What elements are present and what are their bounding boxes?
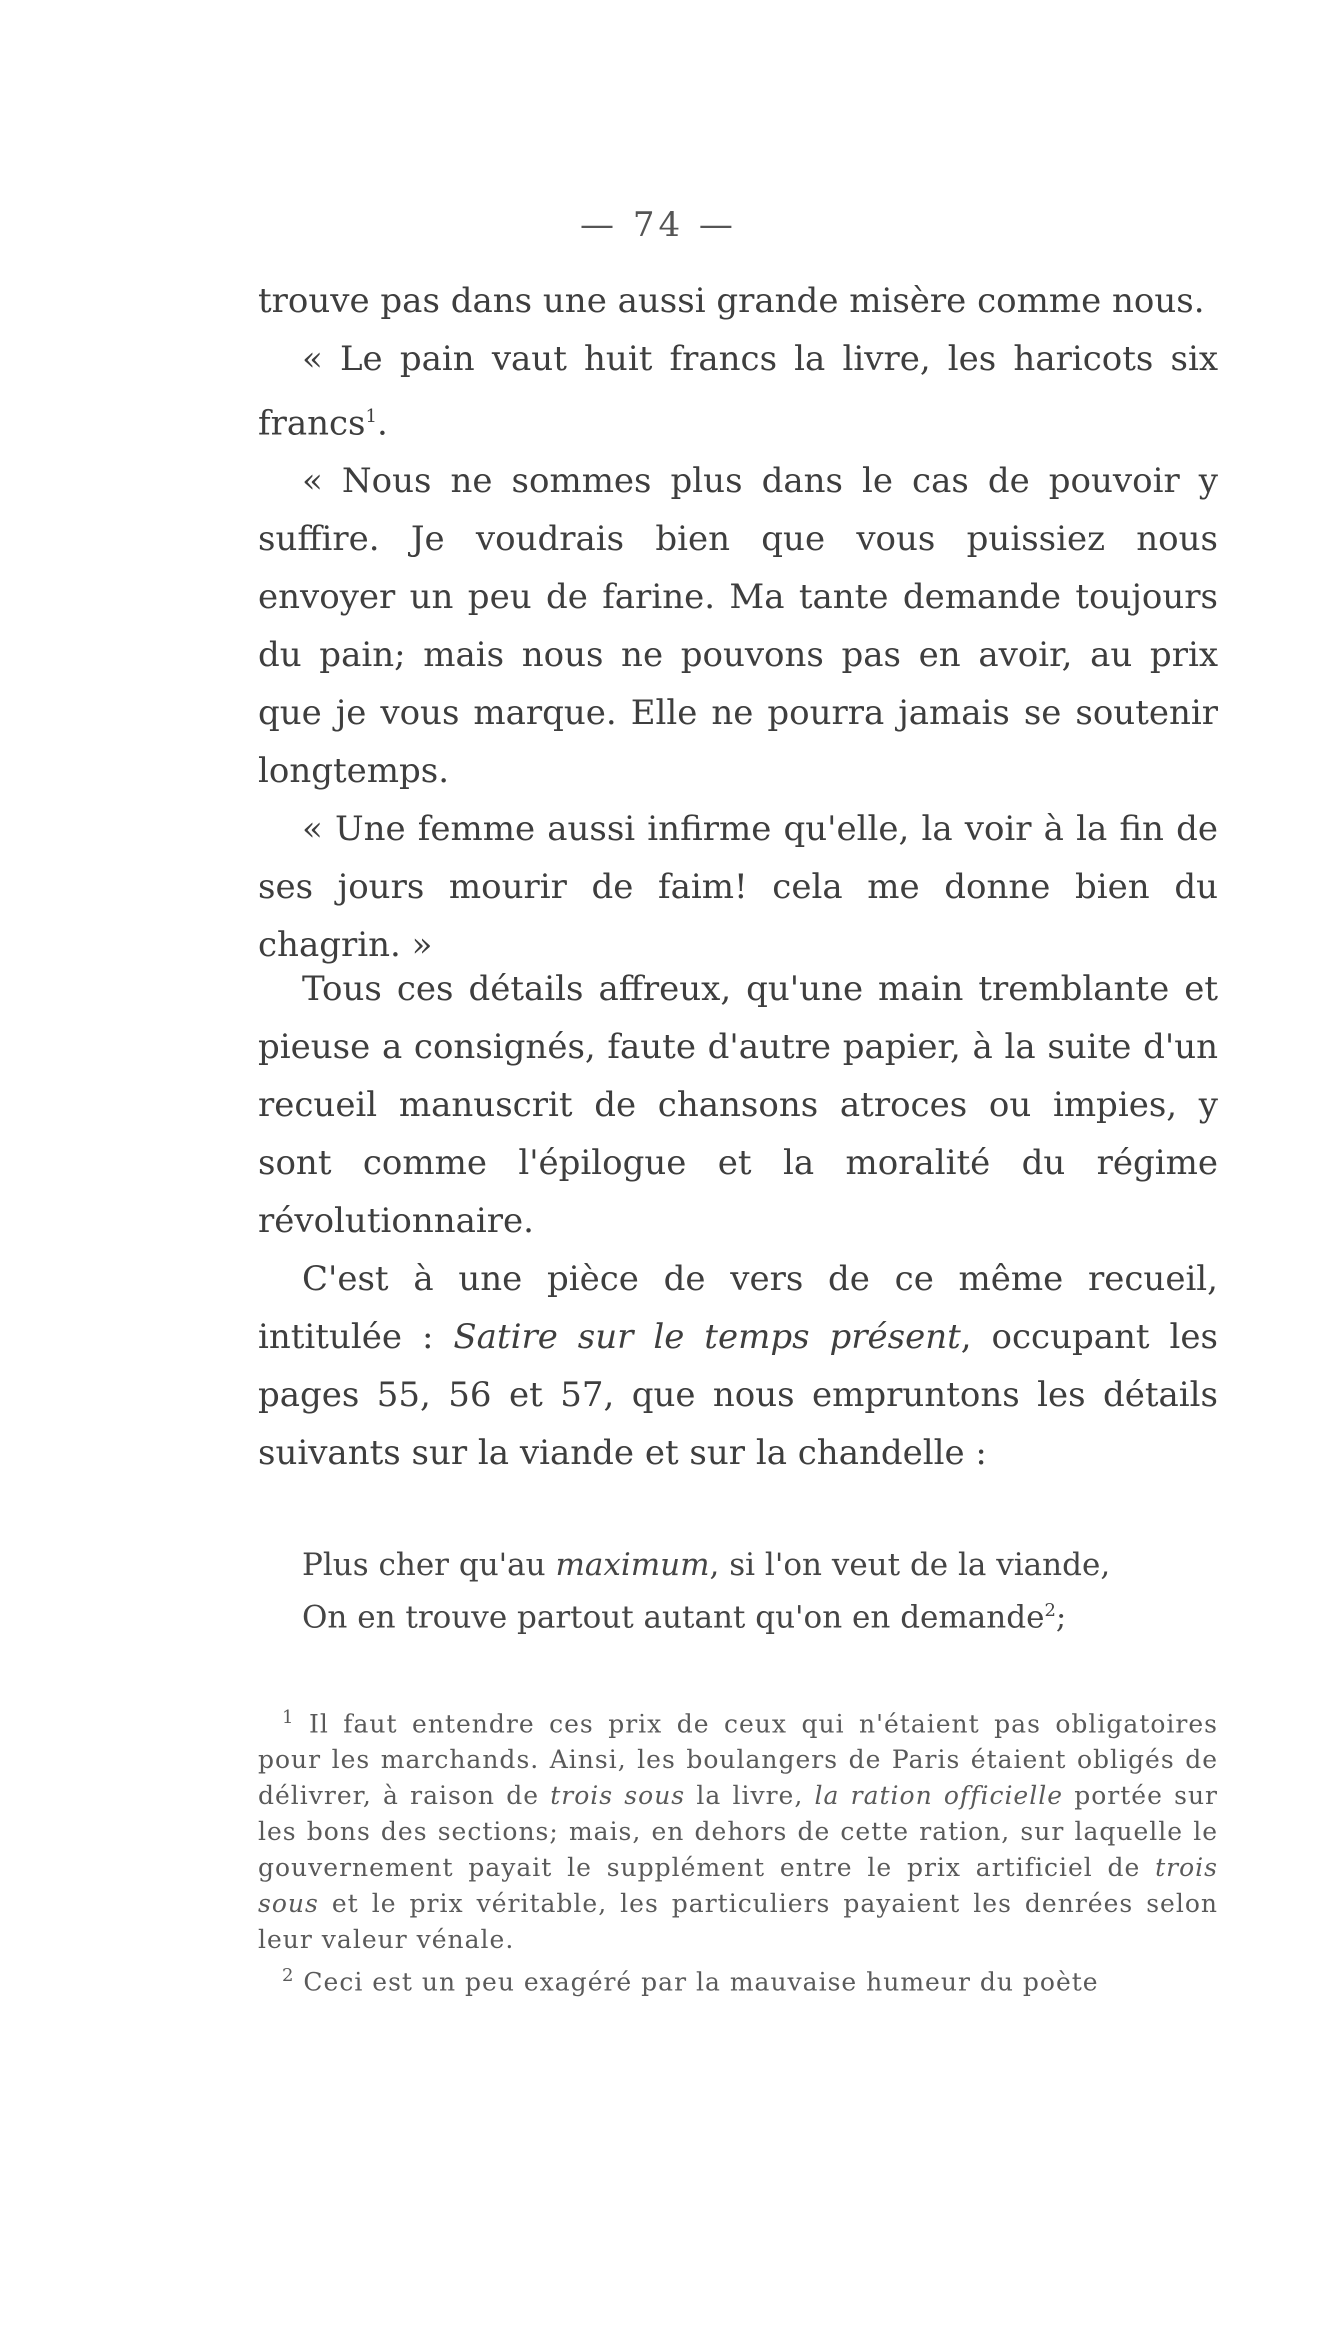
footnote-italic: la ration officielle <box>814 1781 1064 1811</box>
footnote-text: Ceci est un peu exagéré par la mauvaise humeur du poète <box>303 1967 1099 1997</box>
verse-text: , si l'on veut de la viande, <box>709 1547 1111 1583</box>
footnote-italic: trois sous <box>258 1853 1218 1919</box>
footnote-ref: 2 <box>1044 1600 1056 1621</box>
paragraph-text: C'est à une pièce de vers de ce même recueil, intitulée : <box>258 1259 1218 1357</box>
footnote-mark: 2 <box>282 1965 295 1987</box>
footnote-text: et le prix véritable, les particuliers payaient les denrées selon leur valeur vénale. <box>258 1889 1218 1955</box>
footnote-text: portée sur les bons des sections; mais, en dehors de cette ration, sur laquelle le gouvernement payait le supplément entre le prix artificiel de <box>258 1781 1218 1883</box>
punctuation: . <box>376 403 388 444</box>
paragraph-details: Tous ces détails affreux, qu'une main tremblante et pieuse a consignés, faute d'autre papier, à la suite d'un recueil manuscrit de chansons atroces ou impies, y sont comme l'épilogue et la moralité du régime révolutionnaire. <box>258 969 1218 1241</box>
body-text-middle <box>258 960 1218 1482</box>
body-text-top <box>258 272 1218 974</box>
paragraph-satire <box>258 1250 1218 1482</box>
verse-line <box>302 1542 1202 1588</box>
verse-line <box>302 1588 1202 1640</box>
verse-italic: maximum <box>555 1547 710 1583</box>
footnote-mark: 1 <box>282 1707 295 1728</box>
footnotes <box>258 1700 1218 2001</box>
footnote-2 <box>258 1958 1218 2000</box>
paragraph-text: , occupant les pages 55, 56 et 57, que nous empruntons les détails suivants sur la viande et sur la chandelle : <box>258 1317 1218 1473</box>
paragraph-infirm-aunt: « Une femme aussi infirme qu'elle, la voir à la fin de ses jours mourir de faim! cela me donne bien du chagrin. » <box>258 809 1218 966</box>
punctuation: ; <box>1055 1599 1067 1636</box>
paragraph-bread-price <box>258 330 1218 452</box>
verse-text: Plus cher qu'au <box>302 1547 556 1583</box>
page-number: — 74 — <box>580 205 737 245</box>
footnote-italic: trois sous <box>550 1781 686 1811</box>
verse-text: On en trouve partout autant qu'on en demande <box>302 1599 1045 1636</box>
footnote-text: Il faut entendre ces prix de ceux qui n'étaient pas obligatoires pour les marchands. Ainsi, les boulangers de Paris étaient obligés de délivrer, à raison de <box>258 1709 1218 1811</box>
footnote-ref: 1 <box>365 406 377 427</box>
paragraph-text: « Le pain vaut huit francs la livre, les haricots six francs <box>258 339 1218 444</box>
footnote-1 <box>258 1700 1218 1958</box>
paragraph-continued: trouve pas dans une aussi grande misère comme nous. <box>258 281 1205 321</box>
footnote-text: la livre, <box>685 1781 815 1811</box>
verse-quote <box>302 1542 1202 1640</box>
paragraph-flour-request: « Nous ne sommes plus dans le cas de pouvoir y suffire. Je voudrais bien que vous puissiez nous envoyer un peu de farine. Ma tante demande toujours du pain; mais nous ne pouvons pas en avoir, au prix que je vous marque. Elle ne pourra jamais se soutenir longtemps. <box>258 461 1218 792</box>
satire-title: Satire sur le temps présent <box>453 1317 961 1357</box>
